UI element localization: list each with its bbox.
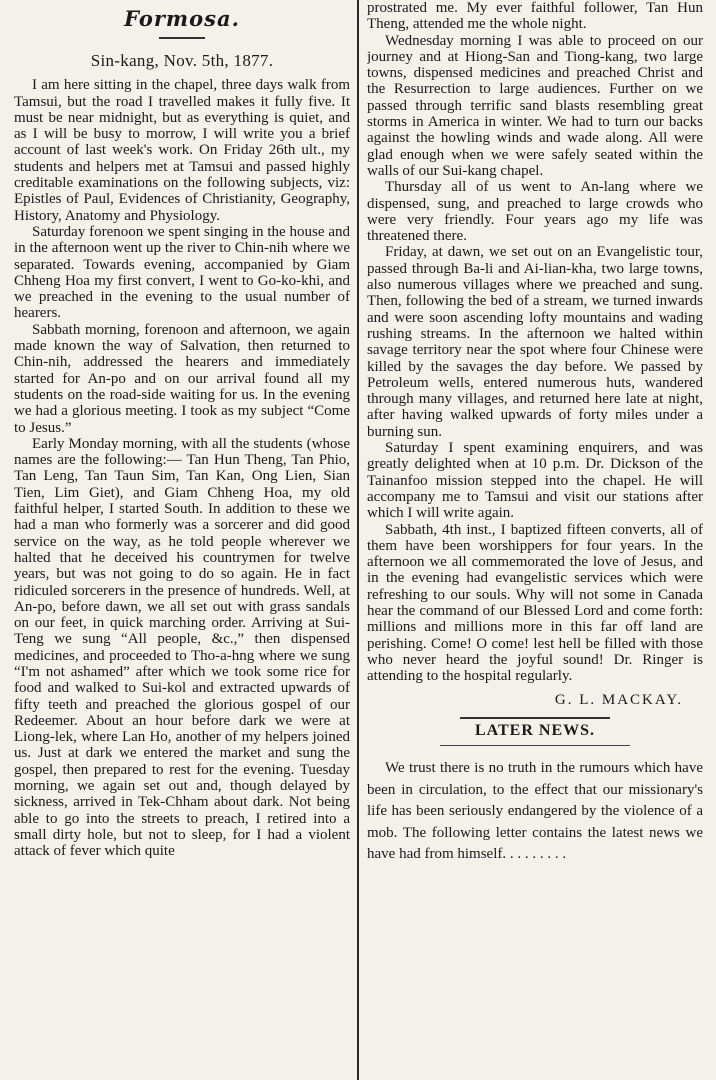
- right-column: [367, 0, 703, 1080]
- left-column: [14, 0, 350, 1080]
- letter-paragraph: Sabbath morning, forenoon and afternoon, we again made known the way of Salvation, then returned to Chin-nih, addressed the hearers and immediately started for An-po and on our arrival found all my students on the road-side waiting for us. In the evening we had a glorious meeting. I took as my subject “Come to Jesus.”: [14, 321, 350, 436]
- letter-paragraph: Thursday all of us went to An-lang where we dispensed, sung, and preached to large crowds who were very friendly. Four years ago my life was threatened there.: [367, 179, 703, 245]
- later-news-heading: LATER NEWS.: [474, 721, 596, 739]
- title-rule: [159, 37, 205, 39]
- section-rule: [440, 745, 630, 746]
- section-rule: [460, 717, 610, 719]
- column-divider: [357, 0, 359, 1080]
- letter-paragraph: Saturday I spent examining enquirers, and was greatly delighted when at 10 p.m. Dr. Dickson of the Tainanfoo mission stepped into the chapel. He will accompany me to Tamsui and visit our stations after which I will write again.: [367, 440, 703, 522]
- letter-paragraph: Friday, at dawn, we set out on an Evangelistic tour, passed through Ba-li and Ai-lian-kha, two large towns, also numerous villages where we preached and sung. Then, following the bed of a stream, we turned inwards and were soon ascending lofty mountains and wading rushing streams. In the afternoon we halted within savage territory near the spot where four Chinese were killed by the savages the day before. We passed by Petroleum wells, entered numerous huts, wandered through many villages, and returned here late at night, after having walked upwards of forty miles under a burning sun.: [367, 244, 703, 440]
- letter-paragraph: Early Monday morning, with all the students (whose names are the following:— Tan Hun Theng, Tan Phio, Tan Leng, Tan Taun Sim, Tan Kan, Ong Lien, Sian Tien, Lim Giet), and Giam Chheng Hoa, my old faithful helper, I started South. In addition to these we had a man who formerly was a sorcerer and did good service on the way, as he told people wherever we halted that he deceived his countrymen for twelve years, but was not going to do so again. He in fact ridiculed sorcerers in the presence of hundreds. Well, at An-po, before dawn, we all set out with grass sandals on our feet, in quick marching order. Arriving at Sui-Teng we sung “All people, &c.,” then dispensed medicines, and proceeded to Tho-a-hng where we sung “I'm not ashamed” after which we took some rice for food and walked to Sui-kol and extracted upwards of fifty teeth and preached the glorious gospel of our Redeemer. About an hour before dark we were at Liong-lek, where Lan Ho, another of my helpers joined us. Just at dark we entered the market and sung the gospel, then prepared to rest for the evening. Tuesday morning, we again set out and, though delayed by sickness, arrived in Tek-Chham about dark. Not being able to go into the streets to preach, I retired into a small dirty hole, but not to sleep, for I had a violent attack of fever which quite: [14, 435, 350, 860]
- letter-paragraph: Sabbath, 4th inst., I baptized fifteen converts, all of them have been worshippers for four years. In the afternoon we all commemorated the love of Jesus, and in the evening had evangelistic services which were refreshing to our souls. Why will not some in Canada hear the command of our Blessed Lord and come forth: millions and millions more in this far off land are perishing. Come! O come! lest hell be filled with those who never heard the joyful sound! Dr. Ringer is attending to the hospital regularly.: [367, 521, 703, 685]
- later-news-body: We trust there is no truth in the rumours which have been in circulation, to the effect that our missionary's life has been seriously endangered by the violence of a mob. The following letter contains the latest news we have had from himself. . . . . . . . .: [367, 760, 703, 863]
- letter-paragraph: Wednesday morning I was able to proceed on our journey and at Hiong-San and Tiong-kang, two large towns, dispensed medicines and preached Christ and the Resurrection to large audiences. Further on we passed through terrific sand blasts resembling great storms in America in winter. We had to turn our backs against the howling winds and wade along. All were glad enough when we were safely seated within the walls of our Sui-kang chapel.: [367, 32, 703, 179]
- letter-paragraph: I am here sitting in the chapel, three days walk from Tamsui, but the road I travelled makes it fully five. It must be near midnight, but as everything is quiet, and as I will be busy to morrow, I will write you a brief account of last week's work. On Friday 26th ult., my students and helpers met at Tamsui and passed highly creditable examinations on the following subjects, viz: Epistles of Paul, Evidences of Christianity, Geography, History, Anatomy and Physiology.: [14, 77, 350, 224]
- letter-continuation: prostrated me. My ever faithful follower, Tan Hun Theng, attended me the whole night.: [367, 0, 703, 33]
- signature: G. L. MACKAY.: [554, 692, 683, 709]
- dateline: Sin-kang, Nov. 5th, 1877.: [90, 51, 274, 70]
- letter-paragraph: Saturday forenoon we spent singing in the house and in the afternoon went up the river to Chin-nih where we separated. Towards evening, accompanied by Giam Chheng Hoa my first convert, I went to Go-ko-khi, and we preached in the evening to the usual number of hearers.: [14, 223, 350, 322]
- page-title: Formosa.: [124, 6, 240, 31]
